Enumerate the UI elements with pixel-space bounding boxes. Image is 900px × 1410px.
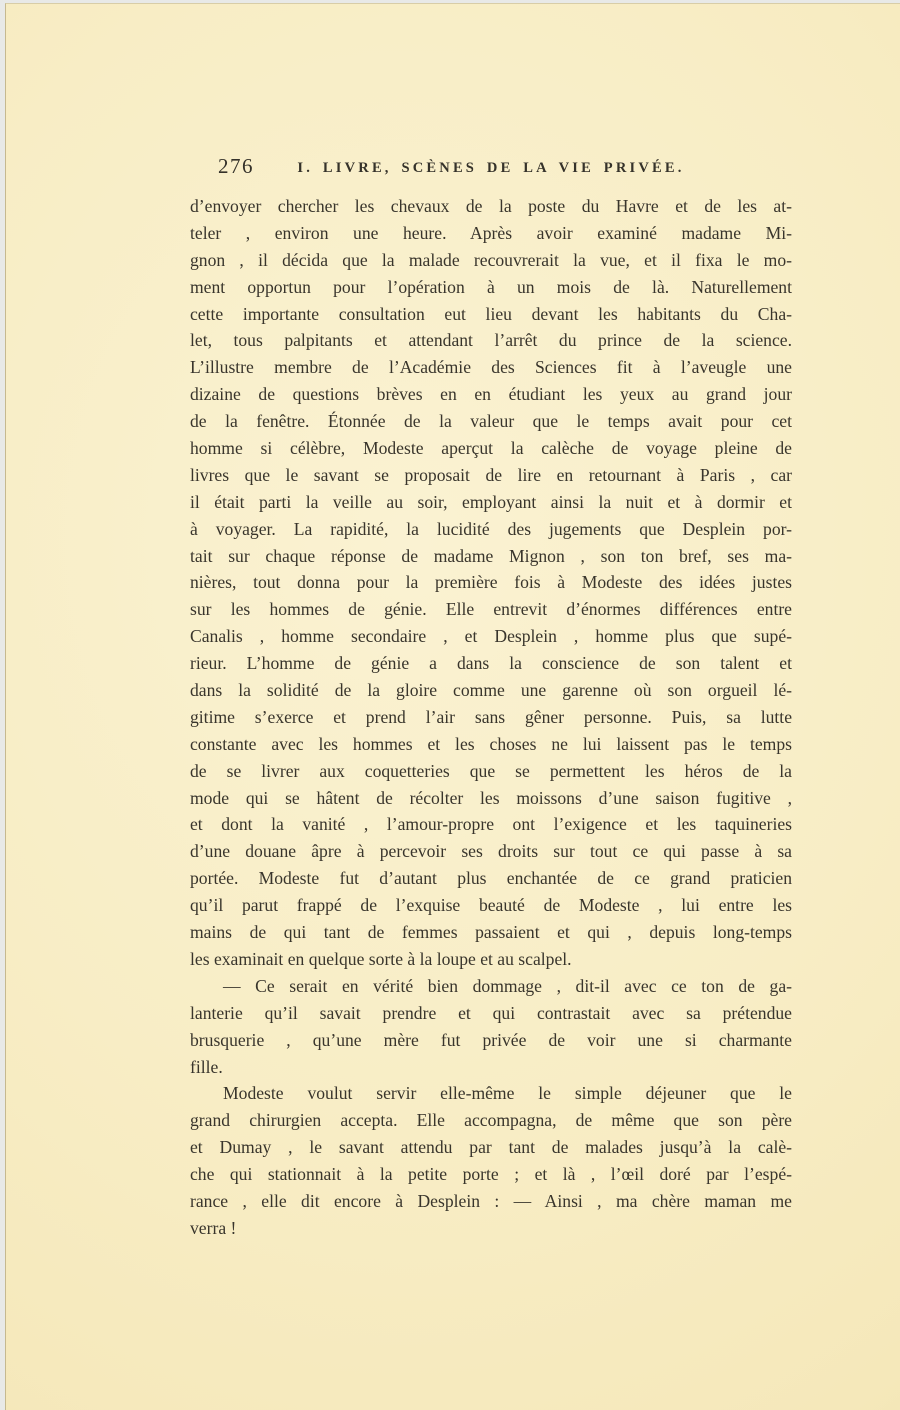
text-line: verra ! (190, 1217, 237, 1238)
text-line: mode qui se hâtent de récolter les moissons d’une saison fugitive , (190, 787, 792, 808)
text-line: nières, tout donna pour la première fois à Modeste des idées justes (190, 572, 792, 593)
text-line: fille. (190, 1056, 223, 1077)
text-line: Canalis , homme secondaire , et Desplein , homme plus que supé- (190, 626, 792, 647)
text-line: brusquerie , qu’une mère fut privée de voir une si charmante (190, 1029, 792, 1050)
text-column (190, 153, 792, 1242)
running-title: I. LIVRE, SCÈNES DE LA VIE PRIVÉE. (297, 160, 685, 176)
text-line: livres que le savant se proposait de lire en retournant à Paris , car (190, 464, 792, 485)
text-line: teler , environ une heure. Après avoir examiné madame Mi- (190, 222, 792, 243)
text-line: d’une douane âpre à percevoir ses droits sur tout ce qui passe à sa (190, 841, 792, 862)
text-line: les examinait en quelque sorte à la loupe et au scalpel. (190, 948, 572, 969)
page-header (190, 153, 792, 193)
text-line: de se livrer aux coquetteries que se permettent les héros de la (190, 760, 792, 781)
body-text (190, 193, 792, 1242)
text-line: — Ce serait en vérité bien dommage , dit-il avec ce ton de ga- (223, 975, 792, 996)
book-page (5, 3, 900, 1410)
text-line: d’envoyer chercher les chevaux de la poste du Havre et de les at- (190, 196, 792, 216)
text-line: L’illustre membre de l’Académie des Sciences fit à l’aveugle une (190, 357, 792, 378)
text-line: sur les hommes de génie. Elle entrevit d’énormes différences entre (190, 599, 792, 620)
text-line: constante avec les hommes et les choses ne lui laissent pas le temps (190, 733, 792, 754)
text-line: gitime s’exerce et prend l’air sans gêner personne. Puis, sa lutte (190, 706, 792, 727)
text-line: grand chirurgien accepta. Elle accompagna, de même que son père (190, 1110, 792, 1131)
text-line: cette importante consultation eut lieu devant les habitants du Cha- (190, 303, 792, 324)
text-line: il était parti la veille au soir, employant ainsi la nuit et à dormir et (190, 491, 792, 512)
text-line: gnon , il décida que la malade recouvrerait la vue, et il fixa le mo- (190, 249, 792, 270)
text-line: che qui stationnait à la petite porte ; et là , l’œil doré par l’espé- (190, 1164, 792, 1185)
text-line: tait sur chaque réponse de madame Mignon , son ton bref, ses ma- (190, 545, 792, 566)
text-line: dizaine de questions brèves en en étudiant les yeux au grand jour (190, 384, 792, 405)
text-line: dans la solidité de la gloire comme une garenne où son orgueil lé- (190, 680, 792, 701)
page-number: 276 (218, 154, 254, 178)
text-line: ment opportun pour l’opération à un mois de là. Naturellement (190, 276, 792, 297)
text-line: let, tous palpitants et attendant l’arrêt du prince de la science. (190, 330, 792, 351)
text-line: et Dumay , le savant attendu par tant de malades jusqu’à la calè- (190, 1137, 792, 1158)
text-line: et dont la vanité , l’amour-propre ont l’exigence et les taquineries (190, 814, 792, 835)
text-line: lanterie qu’il savait prendre et qui contrastait avec sa prétendue (190, 1002, 792, 1023)
text-line: qu’il parut frappé de l’exquise beauté de Modeste , lui entre les (190, 895, 792, 916)
text-line: homme si célèbre, Modeste aperçut la calèche de voyage pleine de (190, 438, 792, 459)
text-line: rieur. L’homme de génie a dans la conscience de son talent et (190, 653, 792, 674)
text-line: portée. Modeste fut d’autant plus enchantée de ce grand praticien (190, 868, 792, 889)
text-line: Modeste voulut servir elle-même le simple déjeuner que le (223, 1083, 792, 1104)
text-line: à voyager. La rapidité, la lucidité des jugements que Desplein por- (190, 518, 792, 539)
text-line: mains de qui tant de femmes passaient et qui , depuis long-temps (190, 922, 792, 943)
text-line: rance , elle dit encore à Desplein : — Ainsi , ma chère maman me (190, 1190, 792, 1211)
text-line: de la fenêtre. Étonnée de la valeur que le temps avait pour cet (190, 411, 792, 432)
